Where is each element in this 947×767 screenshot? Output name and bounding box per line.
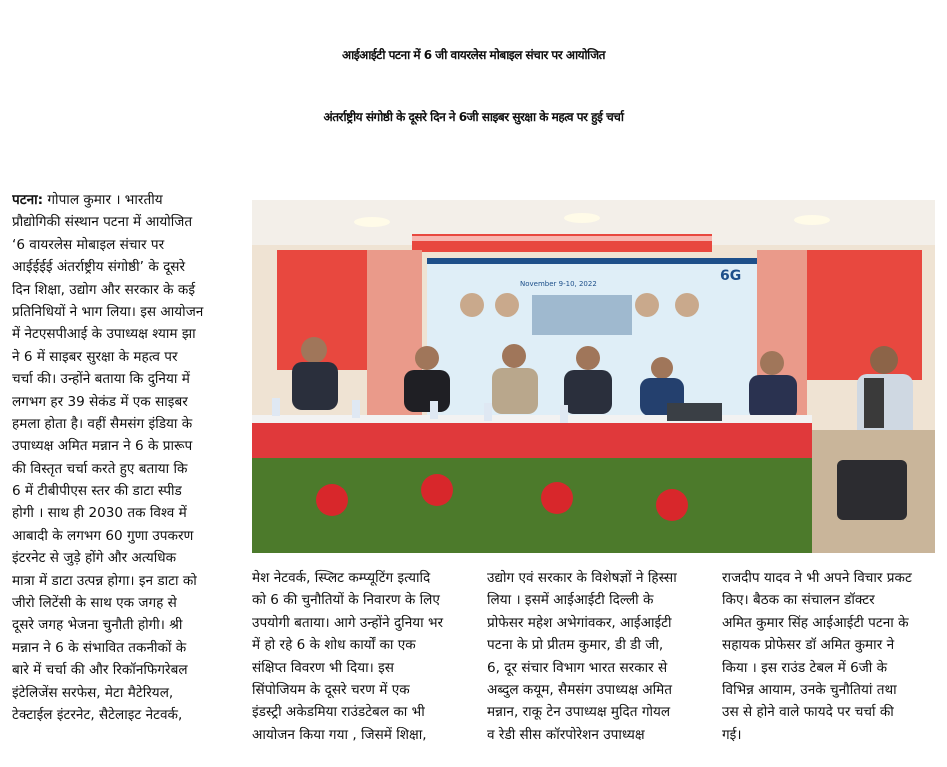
article-line: टेक्टाईल इंटरनेट, सैटेलाइट नेटवर्क, <box>12 706 183 723</box>
article-line: उस से होने वाले फायदे पर चर्चा की <box>722 704 894 721</box>
ceiling-light <box>794 215 830 225</box>
article-line: सिंपोजियम के दूसरे चरण में एक <box>252 681 410 698</box>
article-column-3 <box>487 567 717 746</box>
banner-date: November 9-10, 2022 <box>520 280 597 288</box>
article-line: आईईईई अंतर्राष्ट्रीय संगोष्ठी’ के दूसरे <box>12 259 186 276</box>
headline-line-1: आईआईटी पटना में 6 जी वायरलेस मोबाइल संचार पर आयोजित <box>341 48 606 62</box>
flower-decoration <box>656 489 688 521</box>
panelist-body <box>749 375 797 420</box>
laptop <box>667 403 722 421</box>
article-line: इंटरनेट से जुड़े होंगे और अत्यधिक <box>12 550 177 567</box>
water-bottle <box>560 405 568 423</box>
article-line: बारे में चर्चा की और रिकॉनफिगरेबल <box>12 662 188 679</box>
chair <box>837 460 907 520</box>
article-line: प्रतिनिधियों ने भाग लिया। इस आयोजन <box>12 303 204 320</box>
article-line: विभिन्न आयाम, उनके चुनौतियां तथा <box>722 681 897 698</box>
article-line: अब्दुल कयूम, सैमसंग उपाध्यक्ष अमित <box>487 681 673 698</box>
article-line: सहायक प्रोफेसर डॉ अमित कुमार ने <box>722 637 895 654</box>
flower-garland-highlight <box>412 236 712 241</box>
article-line: संक्षिप्त विवरण भी दिया। इस <box>252 659 394 676</box>
banner-portrait <box>495 293 519 317</box>
article-line: अमित कुमार सिंह आईआईटी पटना के <box>722 614 909 631</box>
article-line: लिया । इसमें आईआईटी दिल्ली के <box>487 592 654 609</box>
panelist-head <box>301 337 327 363</box>
flower-wall-right <box>807 250 922 380</box>
flower-decoration <box>421 474 453 506</box>
article-line: ‘6 वायरलेस मोबाइल संचार पर <box>12 236 165 253</box>
article-line: प्रोफेसर महेश अभेगांवकर, आईआईटी <box>487 614 672 631</box>
water-bottle <box>484 403 492 421</box>
article-column-2 <box>252 567 481 746</box>
event-photo <box>252 200 935 553</box>
article-line: को 6 की चुनौतियों के निवारण के लिए <box>252 592 440 609</box>
panelist-head <box>502 344 526 368</box>
article-line: उद्योग एवं सरकार के विशेषज्ञों ने हिस्सा <box>487 570 677 586</box>
dateline: पटना: <box>12 192 44 208</box>
article-column-4 <box>722 567 937 746</box>
article-line: किया । इस राउंड टेबल में 6जी के <box>722 659 888 676</box>
article-line: दिन शिक्षा, उद्योग और सरकार के कई <box>12 281 196 298</box>
panelist-head <box>415 346 439 370</box>
article-line: आयोजन किया गया , जिसमें शिक्षा, <box>252 726 427 743</box>
article-line: हमला होता है। वहीं सैमसंग इंडिया के <box>12 415 193 432</box>
water-bottle <box>352 400 360 418</box>
panelist-body <box>292 362 338 410</box>
panelist-vest <box>864 378 884 428</box>
article-line: चर्चा की। उन्होंने बताया कि दुनिया में <box>12 371 190 388</box>
article-line: व रेडी सीस कॉरपोरेशन उपाध्यक्ष <box>487 726 645 743</box>
banner-portrait <box>675 293 699 317</box>
roundtable-photo-illustration <box>252 200 935 553</box>
article-line: गई। <box>722 726 742 743</box>
banner-6g-logo: 6G <box>720 268 742 284</box>
flower-decoration <box>316 484 348 516</box>
article-line: मन्नान ने 6 के संभावित तकनीकों के <box>12 639 187 656</box>
table-top <box>252 415 812 423</box>
article-line: ने 6 में साइबर सुरक्षा के महत्व पर <box>12 348 178 365</box>
article-line: इंडस्ट्री अकेडमिया राउंडटेबल का भी <box>252 704 425 721</box>
article-line: 6 में टीबीपीएस स्तर की डाटा स्पीड <box>12 483 182 500</box>
article-line: किए। बैठक का संचालन डॉक्टर <box>722 592 875 609</box>
article-line: में नेटएसपीआई के उपाध्यक्ष श्याम झा <box>12 326 196 343</box>
article-line: इंटेलिजेंस सरफेस, मेटा मैटेरियल, <box>12 684 174 701</box>
article-column-1 <box>12 189 241 726</box>
article-line: जीरो लिटेंसी के साथ एक जगह से <box>12 595 177 612</box>
panelist-body <box>492 368 538 414</box>
article-line: उपयोगी बताया। आगे उन्होंने दुनिया भर <box>252 614 444 631</box>
panelist-head <box>651 357 673 379</box>
panelist-body <box>404 370 450 412</box>
article-line: लगभग हर 39 सेकंड में एक साइबर <box>12 393 188 410</box>
panelist-head <box>870 346 898 374</box>
panelist-head <box>576 346 600 370</box>
article-line <box>12 189 241 211</box>
banner-top-bar <box>427 258 757 264</box>
ceiling-light <box>564 213 600 223</box>
article-line: आबादी के लगभग 60 गुणा उपकरण <box>12 527 194 544</box>
banner-building-image <box>532 295 632 335</box>
panelist-head <box>760 351 784 375</box>
panelist-body <box>564 370 612 414</box>
article-line: होगी । साथ ही 2030 तक विश्व में <box>12 505 187 522</box>
banner-portrait <box>635 293 659 317</box>
flower-decoration <box>541 482 573 514</box>
article-line-text: गोपाल कुमार । भारतीय <box>47 192 163 208</box>
headline-line-2: अंतर्राष्ट्रीय संगोष्ठी के दूसरे दिन ने 6जी साइबर सुरक्षा के महत्व पर हुई चर्चा <box>323 110 624 124</box>
article-line: दूसरे जगह भेजना चुनौती होगी। श्री <box>12 617 183 634</box>
ceiling-light <box>354 217 390 227</box>
article-line: मेश नेटवर्क, स्प्लिट कम्प्यूटिंग इत्यादि <box>252 570 431 586</box>
article-line: मात्रा में डाटा उत्पन्न होगा। इन डाटा को <box>12 572 197 589</box>
article-line: में हो रहे 6 के शोध कार्यों का एक <box>252 637 416 654</box>
water-bottle <box>430 401 438 419</box>
article-line: राजदीप यादव ने भी अपने विचार प्रकट <box>722 570 912 586</box>
article-line: मन्नान, राकू टेन उपाध्यक्ष मुदित गोयल <box>487 704 671 721</box>
article-line: की विस्तृत चर्चा करते हुए बताया कि <box>12 460 188 477</box>
banner-portrait <box>460 293 484 317</box>
article-line: 6, दूर संचार विभाग भारत सरकार से <box>487 659 668 676</box>
article-line: उपाध्यक्ष अमित मन्नान ने 6 के प्रारूप <box>12 438 193 455</box>
article-line: प्रौद्योगिकी संस्थान पटना में आयोजित <box>12 214 193 231</box>
water-bottle <box>272 398 280 416</box>
article-line: पटना के प्रो प्रीतम कुमार, डी डी जी, <box>487 637 664 654</box>
